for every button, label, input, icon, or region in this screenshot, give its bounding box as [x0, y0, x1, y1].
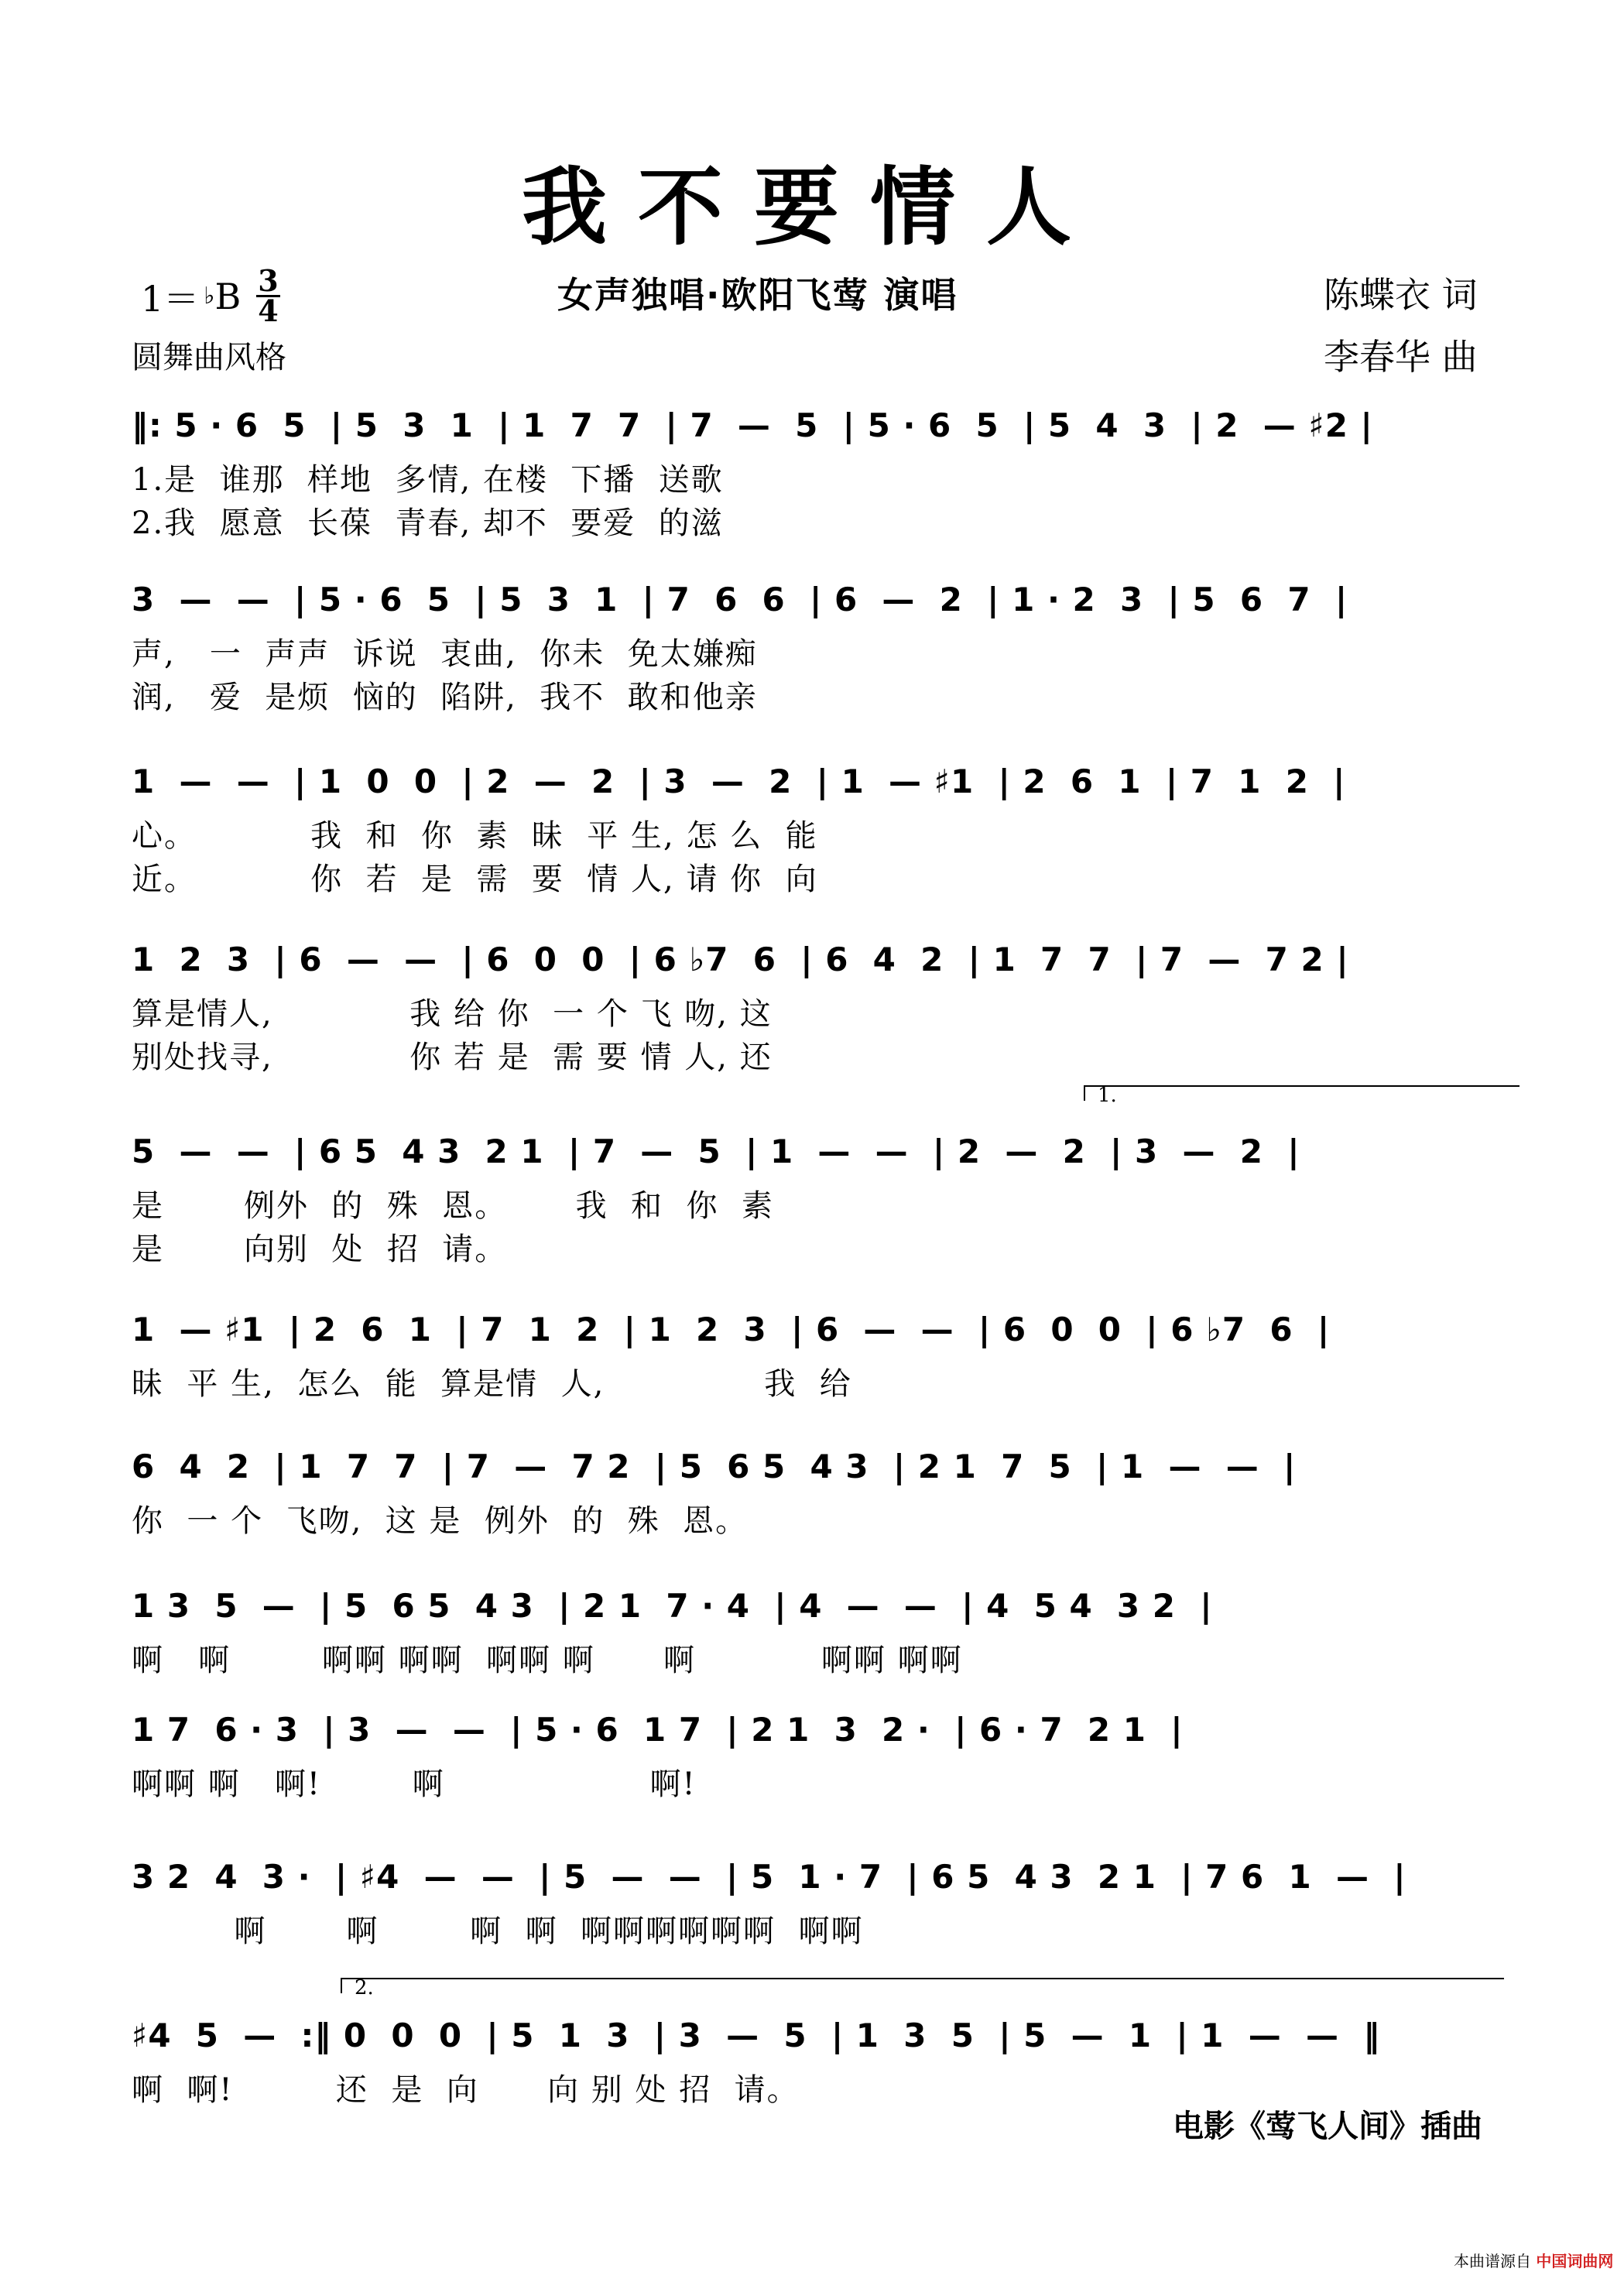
- lyric-verse-2: 是 向别 处 招 请。: [132, 1232, 508, 1267]
- lyricist: 陈蝶衣 词: [1324, 274, 1478, 316]
- notation-line: 1 — — | 1 0 0 | 2 — 2 | 3 — 2 | 1 — ♯1 | 2 6 1 | 7 1 2 |: [132, 762, 1346, 800]
- song-title: 我不要情人: [522, 157, 1102, 257]
- time-signature: [256, 263, 279, 328]
- notation-line: 1 7 6 · 3 | 3 — — | 5 · 6 1 7 | 2 1 3 2 · | 6 · 7 2 1 |: [132, 1711, 1184, 1749]
- lyric-verse-1: 1.是 谁那 样地 多情, 在楼 下播 送歌: [132, 462, 724, 498]
- notation-line: 1 2 3 | 6 — — | 6 0 0 | 6 ♭7 6 | 6 4 2 | 1 7 7 | 7 — 7 2 |: [132, 941, 1349, 978]
- notation-line: 3 — — | 5 · 6 5 | 5 3 1 | 7 6 6 | 6 — 2 | 1 · 2 3 | 5 6 7 |: [132, 581, 1348, 618]
- source-site-link[interactable]: 中国词曲网: [1536, 2252, 1614, 2270]
- key-signature: [141, 263, 280, 328]
- time-denominator: 4: [258, 293, 279, 328]
- performer-line: 女声独唱·欧阳飞莺 演唱: [557, 274, 958, 316]
- film-note: 电影《莺飞人间》插曲: [1173, 2109, 1482, 2144]
- source-prefix: 本曲谱源自: [1454, 2252, 1531, 2270]
- volta-label: 1.: [1098, 1084, 1117, 1107]
- time-numerator: 3: [258, 263, 279, 298]
- notation-line: 1 — ♯1 | 2 6 1 | 7 1 2 | 1 2 3 | 6 — — | 6 0 0 | 6 ♭7 6 |: [132, 1311, 1331, 1348]
- lyric-line: 啊 啊 啊 啊 啊啊啊啊啊啊 啊啊: [132, 1914, 864, 1949]
- key-prefix: 1＝: [141, 277, 200, 320]
- lyric-verse-1: 心。 我 和 你 素 昧 平 生, 怎 么 能: [132, 818, 818, 854]
- notation-line: 3 2 4 3 · | ♯4 — — | 5 — — | 5 1 · 7 | 6 5 4 3 2 1 | 7 6 1 — |: [132, 1858, 1406, 1896]
- style-marking: 圆舞曲风格: [132, 340, 286, 375]
- lyric-verse-2: 2.我 愿意 长葆 青春, 却不 要爱 的滋: [132, 505, 724, 541]
- composer: 李春华 曲: [1324, 336, 1478, 378]
- source-credit: [1454, 2249, 1613, 2271]
- lyric-line: 啊 啊! 还 是 向 向 别 处 招 请。: [132, 2072, 800, 2108]
- lyric-verse-2: 润, 爱 是烦 恼的 陷阱, 我不 敢和他亲: [132, 680, 758, 715]
- notation-line: 1 3 5 — | 5 6 5 4 3 | 2 1 7 · 4 | 4 — — | 4 5 4 3 2 |: [132, 1587, 1213, 1625]
- lyric-verse-2: 近。 你 若 是 需 要 情 人, 请 你 向: [132, 862, 818, 897]
- lyric-line: 啊啊 啊 啊! 啊 啊!: [132, 1766, 697, 1802]
- volta-bracket-1: [1084, 1084, 1520, 1107]
- notation-line: 5 — — | 6 5 4 3 2 1 | 7 — 5 | 1 — — | 2 — 2 | 3 — 2 |: [132, 1132, 1300, 1170]
- flat-icon: ♭: [204, 283, 215, 310]
- volta-label: 2.: [355, 1976, 374, 1999]
- lyric-verse-1: 算是情人, 我 给 你 一 个 飞 吻, 这: [132, 996, 773, 1032]
- lyric-verse-1: 是 例外 的 殊 恩。 我 和 你 素: [132, 1188, 774, 1224]
- volta-bracket-2: [341, 1976, 1504, 1999]
- lyric-verse-1: 声, 一 声声 诉说 衷曲, 你未 免太嫌痴: [132, 636, 758, 672]
- notation-line: ♯4 5 — :‖ 0 0 0 | 5 1 3 | 3 — 5 | 1 3 5 | 5 — 1 | 1 — — ‖: [132, 2016, 1381, 2054]
- notation-line: 6 4 2 | 1 7 7 | 7 — 7 2 | 5 6 5 4 3 | 2 1 7 5 | 1 — — |: [132, 1448, 1297, 1485]
- lyric-line: 昧 平 生, 怎么 能 算是情 人, 我 给: [132, 1366, 852, 1402]
- lyric-line: 你 一 个 飞吻, 这 是 例外 的 殊 恩。: [132, 1503, 749, 1539]
- key-note: B: [214, 275, 242, 317]
- lyric-verse-2: 别处找寻, 你 若 是 需 要 情 人, 还: [132, 1040, 773, 1075]
- notation-line: ‖: 5 · 6 5 | 5 3 1 | 1 7 7 | 7 — 5 | 5 · 6 5 | 5 4 3 | 2 — ♯2 |: [132, 406, 1373, 444]
- lyric-line: 啊 啊 啊啊 啊啊 啊啊 啊 啊 啊啊 啊啊: [132, 1643, 963, 1678]
